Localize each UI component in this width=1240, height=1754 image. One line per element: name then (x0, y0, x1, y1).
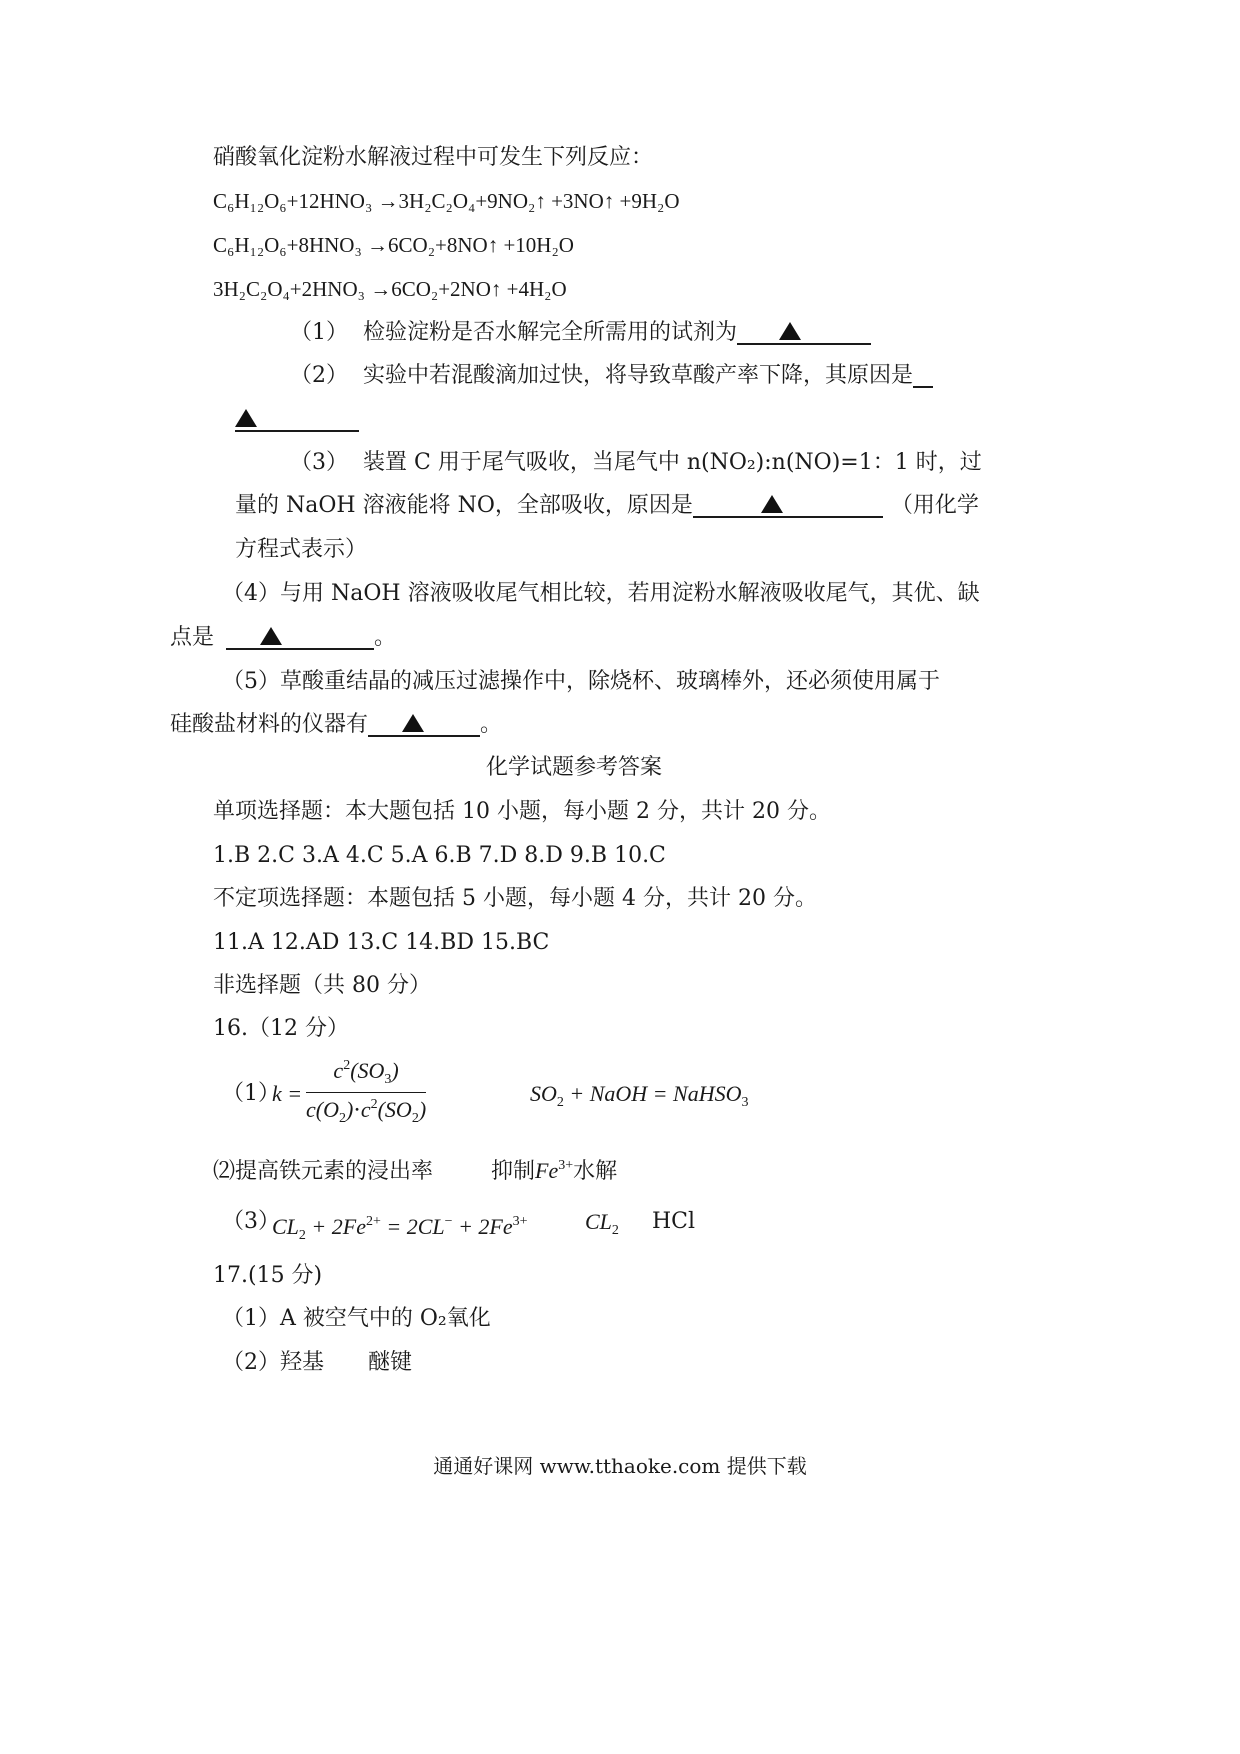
question-3-text-a: 装置 C 用于尾气吸收，当尾气中 n(NO₂):n(NO)=1：1 时，过 (363, 450, 982, 475)
cl2-formula: $CL_2$ (585, 1209, 619, 1238)
triangle-icon (260, 627, 282, 645)
answer-blank-4 (226, 624, 374, 650)
so2-naoh-equation: $SO_2$ + NaOH = NaHSO$_3$ (530, 1081, 749, 1110)
fraction-denominator: $c(O_2)\cdot c^2(SO_2)$ (306, 1097, 427, 1126)
fraction-numerator: $c^2(SO_3)$ (306, 1058, 426, 1093)
single-choice-answers: 1.B 2.C 3.A 4.C 5.A 6.B 7.D 8.D 9.B 10.C (213, 843, 666, 868)
reaction-2: C₆H₁₂O₆+8HNO₃ →6CO₂+8NO↑ +10H₂O (213, 233, 574, 257)
reaction-1: C₆H₁₂O₆+12HNO₃ →3H₂C₂O₄+9NO₂↑ +3NO↑ +9H₂O (213, 189, 680, 213)
question-1-text (363, 318, 871, 348)
question-4-end: 。 (374, 625, 397, 650)
question-3-number: （3） (290, 450, 348, 475)
single-choice-header: 单项选择题：本大题包括 10 小题，每小题 2 分，共计 20 分。 (213, 799, 831, 824)
q17-2-part-b: 醚键 (368, 1350, 413, 1375)
question-3-label: 量的 NaOH 溶液能将 NO，全部吸收，原因是 (235, 493, 693, 518)
question-1-label: 检验淀粉是否水解完全所需用的试剂为 (363, 320, 738, 345)
intro-text: 硝酸氧化淀粉水解液过程中可发生下列反应： (213, 145, 654, 170)
reaction-3: 3H₂C₂O₄+2HNO₃ →6CO₂+2NO↑ +4H₂O (213, 277, 567, 301)
question-2-number: （2） (290, 363, 348, 388)
q16-3-number: （3） (222, 1209, 280, 1234)
question-2-label: 实验中若混酸滴加过快，将导致草酸产率下降，其原因是 (363, 363, 914, 388)
question-3-text-b (235, 491, 979, 521)
q17-1-text: （1）A 被空气中的 O₂氧化 (222, 1306, 491, 1331)
q16-1-number: （1） (222, 1081, 280, 1106)
question-5-end: 。 (480, 712, 503, 737)
triangle-icon (235, 409, 257, 427)
question-4-label: 点是 (170, 625, 215, 650)
question-5-text-a: （5）草酸重结晶的减压过滤操作中，除烧杯、玻璃棒外，还必须使用属于 (222, 669, 940, 694)
question-5-text-b (170, 710, 502, 740)
question-3-suffix: （用化学 (890, 493, 979, 518)
answer-blank-3 (693, 492, 883, 518)
q17-2-text (222, 1348, 412, 1378)
q16-2-part-a: ⑵提高铁元素的浸出率 (213, 1159, 434, 1184)
question-4-text-b (170, 623, 396, 653)
q16-2-text (213, 1151, 617, 1187)
question-5-label: 硅酸盐材料的仪器有 (170, 712, 369, 737)
triangle-icon (761, 495, 783, 513)
answer-blank-2b (235, 406, 359, 432)
answers-title: 化学试题参考答案 (486, 755, 663, 780)
triangle-icon (402, 714, 424, 732)
question-1-number: （1） (290, 320, 348, 345)
equilibrium-fraction (306, 1058, 426, 1127)
q16-header: 16.（12 分） (213, 1016, 349, 1041)
chlorine-equation: $CL_2 + 2Fe^{2+} = 2CL^- + 2Fe^{3+}$ (272, 1214, 528, 1243)
question-3-text-d: 方程式表示） (235, 537, 368, 562)
answer-blank-5 (368, 711, 480, 737)
q17-header: 17.(15 分) (213, 1263, 323, 1288)
question-2-text (363, 361, 933, 391)
question-4-text-a: （4）与用 NaOH 溶液吸收尾气相比较，若用淀粉水解液吸收尾气，其优、缺 (222, 581, 980, 606)
q16-2-part-c: 水解 (573, 1159, 618, 1184)
hcl-formula: HCl (652, 1209, 696, 1234)
fe3-ion: $Fe^{3+}$ (535, 1158, 574, 1183)
multi-choice-answers: 11.A 12.AD 13.C 14.BD 15.BC (213, 930, 550, 955)
q17-2-part-a: （2）羟基 (222, 1350, 324, 1375)
answer-blank-2-line (235, 405, 359, 435)
equilibrium-k-label: k = (272, 1081, 303, 1106)
non-choice-header: 非选择题（共 80 分） (213, 973, 431, 998)
answer-blank-1 (737, 319, 871, 345)
q16-2-part-b: 抑制 (491, 1159, 536, 1184)
triangle-icon (779, 322, 801, 340)
answer-blank-2a (913, 362, 933, 388)
multi-choice-header: 不定项选择题：本题包括 5 小题，每小题 4 分，共计 20 分。 (213, 886, 817, 911)
page-footer: 通通好课网 www.tthaoke.com 提供下载 (433, 1454, 807, 1478)
